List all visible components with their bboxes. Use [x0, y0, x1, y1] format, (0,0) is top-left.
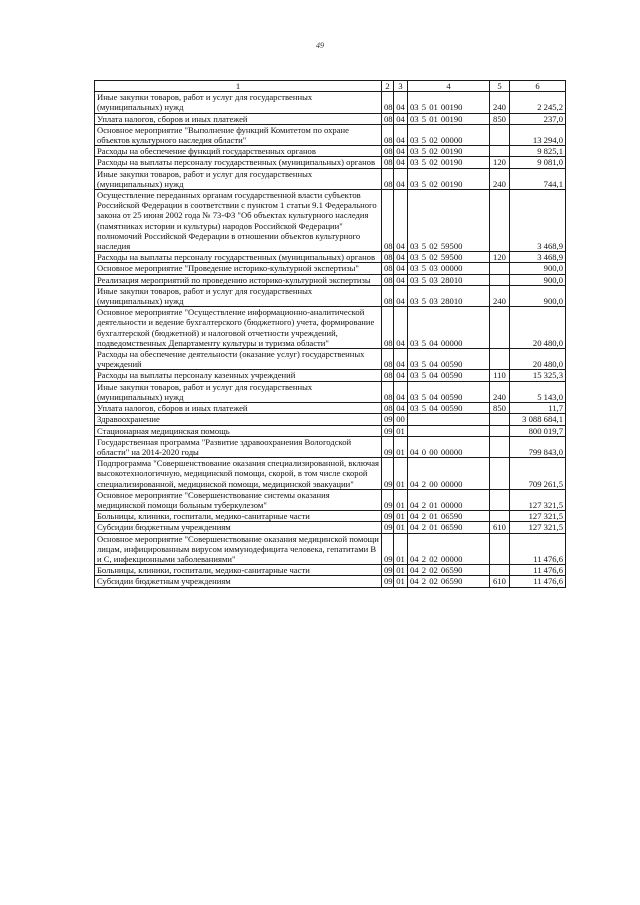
row-section-cell: 09	[382, 458, 394, 490]
row-name-cell: Расходы на обеспечение деятельности (оказание услуг) государственных учреждений	[95, 349, 382, 370]
row-expense-type-cell	[490, 458, 510, 490]
row-name-cell: Здравоохранение	[95, 414, 382, 425]
table-row	[95, 307, 566, 349]
row-section-cell: 08	[382, 403, 394, 414]
row-target-article-cell: 03 5 01 00190	[408, 92, 490, 113]
row-amount-cell: 744,1	[510, 168, 566, 189]
table-row	[95, 381, 566, 402]
row-amount-cell: 9 081,0	[510, 157, 566, 168]
row-section-cell: 09	[382, 511, 394, 522]
row-target-article-cell: 04 2 02 06590	[408, 565, 490, 576]
row-expense-type-cell	[490, 124, 510, 145]
row-target-article-cell: 03 5 04 00590	[408, 349, 490, 370]
row-target-article-cell: 03 5 03 28010	[408, 274, 490, 285]
table-row	[95, 146, 566, 157]
table-header-row	[95, 81, 566, 92]
row-subsection-cell: 01	[394, 489, 408, 510]
row-section-cell: 09	[382, 522, 394, 533]
table-row	[95, 565, 566, 576]
row-target-article-cell	[408, 414, 490, 425]
row-expense-type-cell	[490, 489, 510, 510]
row-amount-cell: 20 480,0	[510, 349, 566, 370]
row-amount-cell: 237,0	[510, 113, 566, 124]
row-expense-type-cell	[490, 190, 510, 252]
row-amount-cell: 900,0	[510, 285, 566, 306]
row-target-article-cell: 04 2 01 06590	[408, 511, 490, 522]
row-target-article-cell: 04 2 01 06590	[408, 522, 490, 533]
row-subsection-cell: 01	[394, 511, 408, 522]
row-amount-cell: 11 476,6	[510, 565, 566, 576]
table-row	[95, 190, 566, 252]
row-target-article-cell: 03 5 03 28010	[408, 285, 490, 306]
row-subsection-cell: 01	[394, 533, 408, 565]
row-name-cell: Иные закупки товаров, работ и услуг для государственных (муниципальных) нужд	[95, 285, 382, 306]
row-amount-cell: 709 261,5	[510, 458, 566, 490]
row-amount-cell: 15 325,3	[510, 370, 566, 381]
row-subsection-cell: 04	[394, 263, 408, 274]
row-name-cell: Основное мероприятие "Проведение историко-культурной экспертизы"	[95, 263, 382, 274]
table-row	[95, 576, 566, 587]
row-amount-cell: 3 468,9	[510, 190, 566, 252]
row-section-cell: 08	[382, 146, 394, 157]
row-expense-type-cell	[490, 533, 510, 565]
row-name-cell: Иные закупки товаров, работ и услуг для государственных (муниципальных) нужд	[95, 168, 382, 189]
row-section-cell: 09	[382, 489, 394, 510]
row-amount-cell: 800 019,7	[510, 425, 566, 436]
row-section-cell: 09	[382, 436, 394, 457]
budget-table	[94, 80, 566, 588]
table-row	[95, 370, 566, 381]
row-name-cell: Расходы на выплаты персоналу казенных учреждений	[95, 370, 382, 381]
row-subsection-cell: 04	[394, 113, 408, 124]
table-row	[95, 522, 566, 533]
header-cell-6: 6	[510, 81, 566, 92]
row-subsection-cell: 04	[394, 252, 408, 263]
table-row	[95, 157, 566, 168]
table-row	[95, 113, 566, 124]
row-target-article-cell: 03 5 02 59500	[408, 190, 490, 252]
row-subsection-cell: 04	[394, 92, 408, 113]
row-amount-cell: 11 476,6	[510, 533, 566, 565]
row-section-cell: 08	[382, 307, 394, 349]
row-name-cell: Подпрограмма "Совершенствование оказания специализированной, включая высокотехнологичную, медицинской помощи, скорой, в том числе скорой специализированной, медицинской помощи, медицинской эвакуации"	[95, 458, 382, 490]
row-subsection-cell: 01	[394, 458, 408, 490]
page-number: 49	[316, 41, 324, 50]
row-subsection-cell: 04	[394, 307, 408, 349]
row-subsection-cell: 01	[394, 425, 408, 436]
row-expense-type-cell: 120	[490, 252, 510, 263]
table-row	[95, 414, 566, 425]
row-section-cell: 08	[382, 274, 394, 285]
row-target-article-cell: 04 2 00 00000	[408, 458, 490, 490]
row-amount-cell: 900,0	[510, 263, 566, 274]
row-target-article-cell: 03 5 04 00000	[408, 307, 490, 349]
row-section-cell: 08	[382, 92, 394, 113]
row-expense-type-cell: 240	[490, 168, 510, 189]
row-subsection-cell: 04	[394, 285, 408, 306]
header-cell-3: 3	[394, 81, 408, 92]
row-name-cell: Больницы, клиники, госпитали, медико-санитарные части	[95, 511, 382, 522]
row-amount-cell: 5 143,0	[510, 381, 566, 402]
row-expense-type-cell	[490, 565, 510, 576]
row-name-cell: Иные закупки товаров, работ и услуг для государственных (муниципальных) нужд	[95, 381, 382, 402]
row-target-article-cell: 03 5 02 00190	[408, 146, 490, 157]
table-row	[95, 263, 566, 274]
row-expense-type-cell	[490, 436, 510, 457]
row-target-article-cell: 03 5 02 00000	[408, 124, 490, 145]
table-row	[95, 252, 566, 263]
row-name-cell: Основное мероприятие "Выполнение функций Комитетом по охране объектов культурного наследия области"	[95, 124, 382, 145]
row-section-cell: 08	[382, 190, 394, 252]
row-expense-type-cell: 240	[490, 381, 510, 402]
row-section-cell: 09	[382, 565, 394, 576]
row-target-article-cell: 04 2 02 06590	[408, 576, 490, 587]
row-subsection-cell: 04	[394, 370, 408, 381]
row-section-cell: 09	[382, 414, 394, 425]
row-subsection-cell: 04	[394, 403, 408, 414]
row-expense-type-cell: 240	[490, 92, 510, 113]
table-row	[95, 511, 566, 522]
table-row	[95, 92, 566, 113]
table-row	[95, 533, 566, 565]
row-subsection-cell: 04	[394, 124, 408, 145]
row-subsection-cell: 01	[394, 436, 408, 457]
row-expense-type-cell	[490, 414, 510, 425]
row-amount-cell: 20 480,0	[510, 307, 566, 349]
row-amount-cell: 799 843,0	[510, 436, 566, 457]
row-target-article-cell: 03 5 01 00190	[408, 113, 490, 124]
row-amount-cell: 900,0	[510, 274, 566, 285]
table-row	[95, 124, 566, 145]
row-subsection-cell: 01	[394, 565, 408, 576]
row-expense-type-cell: 850	[490, 403, 510, 414]
row-section-cell: 08	[382, 113, 394, 124]
row-expense-type-cell	[490, 511, 510, 522]
table-row	[95, 403, 566, 414]
row-subsection-cell: 04	[394, 349, 408, 370]
row-expense-type-cell	[490, 349, 510, 370]
header-cell-2: 2	[382, 81, 394, 92]
row-expense-type-cell: 610	[490, 522, 510, 533]
row-section-cell: 09	[382, 533, 394, 565]
row-section-cell: 08	[382, 285, 394, 306]
row-target-article-cell: 04 0 00 00000	[408, 436, 490, 457]
row-amount-cell: 127 321,5	[510, 511, 566, 522]
table-row	[95, 489, 566, 510]
row-target-article-cell: 03 5 02 00190	[408, 157, 490, 168]
row-expense-type-cell: 240	[490, 285, 510, 306]
row-section-cell: 08	[382, 157, 394, 168]
row-expense-type-cell: 850	[490, 113, 510, 124]
row-expense-type-cell: 110	[490, 370, 510, 381]
row-target-article-cell: 03 5 02 59500	[408, 252, 490, 263]
row-target-article-cell	[408, 425, 490, 436]
row-section-cell: 08	[382, 381, 394, 402]
row-amount-cell: 3 088 684,1	[510, 414, 566, 425]
header-cell-1: 1	[95, 81, 382, 92]
row-section-cell: 08	[382, 263, 394, 274]
row-section-cell: 08	[382, 370, 394, 381]
row-amount-cell: 9 825,1	[510, 146, 566, 157]
row-expense-type-cell	[490, 263, 510, 274]
header-cell-5: 5	[490, 81, 510, 92]
row-name-cell: Осуществление переданных органам государственной власти субъектов Российской Федерации в соответствии с пунктом 1 статьи 9.1 Федерального закона от 25 июня 2002 года № 73-ФЗ "Об объектах культурного наследия (памятниках истории и культуры) народов Российской Федерации" полномочий Российской Федерации в отношении объектов культурного наследия	[95, 190, 382, 252]
row-expense-type-cell	[490, 274, 510, 285]
row-amount-cell: 127 321,5	[510, 522, 566, 533]
row-name-cell: Расходы на выплаты персоналу государственных (муниципальных) органов	[95, 252, 382, 263]
row-name-cell: Субсидии бюджетным учреждениям	[95, 576, 382, 587]
row-subsection-cell: 01	[394, 576, 408, 587]
row-subsection-cell: 00	[394, 414, 408, 425]
row-amount-cell: 2 245,2	[510, 92, 566, 113]
row-amount-cell: 3 468,9	[510, 252, 566, 263]
row-name-cell: Основное мероприятие "Совершенствование системы оказания медицинской помощи больным туберкулезом"	[95, 489, 382, 510]
table-row	[95, 425, 566, 436]
row-expense-type-cell: 120	[490, 157, 510, 168]
budget-table-body	[95, 81, 566, 588]
row-section-cell: 09	[382, 425, 394, 436]
row-amount-cell: 127 321,5	[510, 489, 566, 510]
table-row	[95, 285, 566, 306]
row-name-cell: Расходы на обеспечение функций государственных органов	[95, 146, 382, 157]
row-subsection-cell: 04	[394, 190, 408, 252]
row-target-article-cell: 03 5 04 00590	[408, 370, 490, 381]
table-row	[95, 349, 566, 370]
row-name-cell: Уплата налогов, сборов и иных платежей	[95, 113, 382, 124]
row-expense-type-cell	[490, 146, 510, 157]
row-name-cell: Основное мероприятие "Осуществление информационно-аналитической деятельности и ведение бухгалтерского (бюджетного) учета, формирование бухгалтерской (бюджетной) и налоговой отчетности учреждений, подведомственных Департаменту культуры и туризма области"	[95, 307, 382, 349]
table-row	[95, 436, 566, 457]
row-name-cell: Основное мероприятие "Совершенствование оказания медицинской помощи лицам, инфицированным вирусом иммунодефицита человека, гепатитами B и C, инфекционными заболеваниями"	[95, 533, 382, 565]
table-row	[95, 458, 566, 490]
row-subsection-cell: 04	[394, 274, 408, 285]
row-section-cell: 08	[382, 349, 394, 370]
row-subsection-cell: 04	[394, 168, 408, 189]
row-target-article-cell: 04 2 02 00000	[408, 533, 490, 565]
row-amount-cell: 11,7	[510, 403, 566, 414]
row-section-cell: 08	[382, 252, 394, 263]
row-expense-type-cell	[490, 307, 510, 349]
row-name-cell: Расходы на выплаты персоналу государственных (муниципальных) органов	[95, 157, 382, 168]
row-name-cell: Реализация мероприятий по проведению историко-культурной экспертизы	[95, 274, 382, 285]
header-cell-4: 4	[408, 81, 490, 92]
row-target-article-cell: 03 5 04 00590	[408, 403, 490, 414]
row-name-cell: Больницы, клиники, госпитали, медико-санитарные части	[95, 565, 382, 576]
row-amount-cell: 11 476,6	[510, 576, 566, 587]
row-target-article-cell: 03 5 02 00190	[408, 168, 490, 189]
table-row	[95, 274, 566, 285]
row-name-cell: Государственная программа "Развитие здравоохранения Вологодской области" на 2014-2020 годы	[95, 436, 382, 457]
row-name-cell: Уплата налогов, сборов и иных платежей	[95, 403, 382, 414]
table-row	[95, 168, 566, 189]
row-target-article-cell: 03 5 03 00000	[408, 263, 490, 274]
row-subsection-cell: 04	[394, 157, 408, 168]
row-target-article-cell: 03 5 04 00590	[408, 381, 490, 402]
row-subsection-cell: 04	[394, 381, 408, 402]
row-name-cell: Иные закупки товаров, работ и услуг для государственных (муниципальных) нужд	[95, 92, 382, 113]
row-section-cell: 08	[382, 124, 394, 145]
row-expense-type-cell: 610	[490, 576, 510, 587]
row-name-cell: Стационарная медицинская помощь	[95, 425, 382, 436]
row-subsection-cell: 04	[394, 146, 408, 157]
row-name-cell: Субсидии бюджетным учреждениям	[95, 522, 382, 533]
row-subsection-cell: 01	[394, 522, 408, 533]
row-section-cell: 08	[382, 168, 394, 189]
row-section-cell: 09	[382, 576, 394, 587]
row-amount-cell: 13 294,0	[510, 124, 566, 145]
row-target-article-cell: 04 2 01 00000	[408, 489, 490, 510]
row-expense-type-cell	[490, 425, 510, 436]
